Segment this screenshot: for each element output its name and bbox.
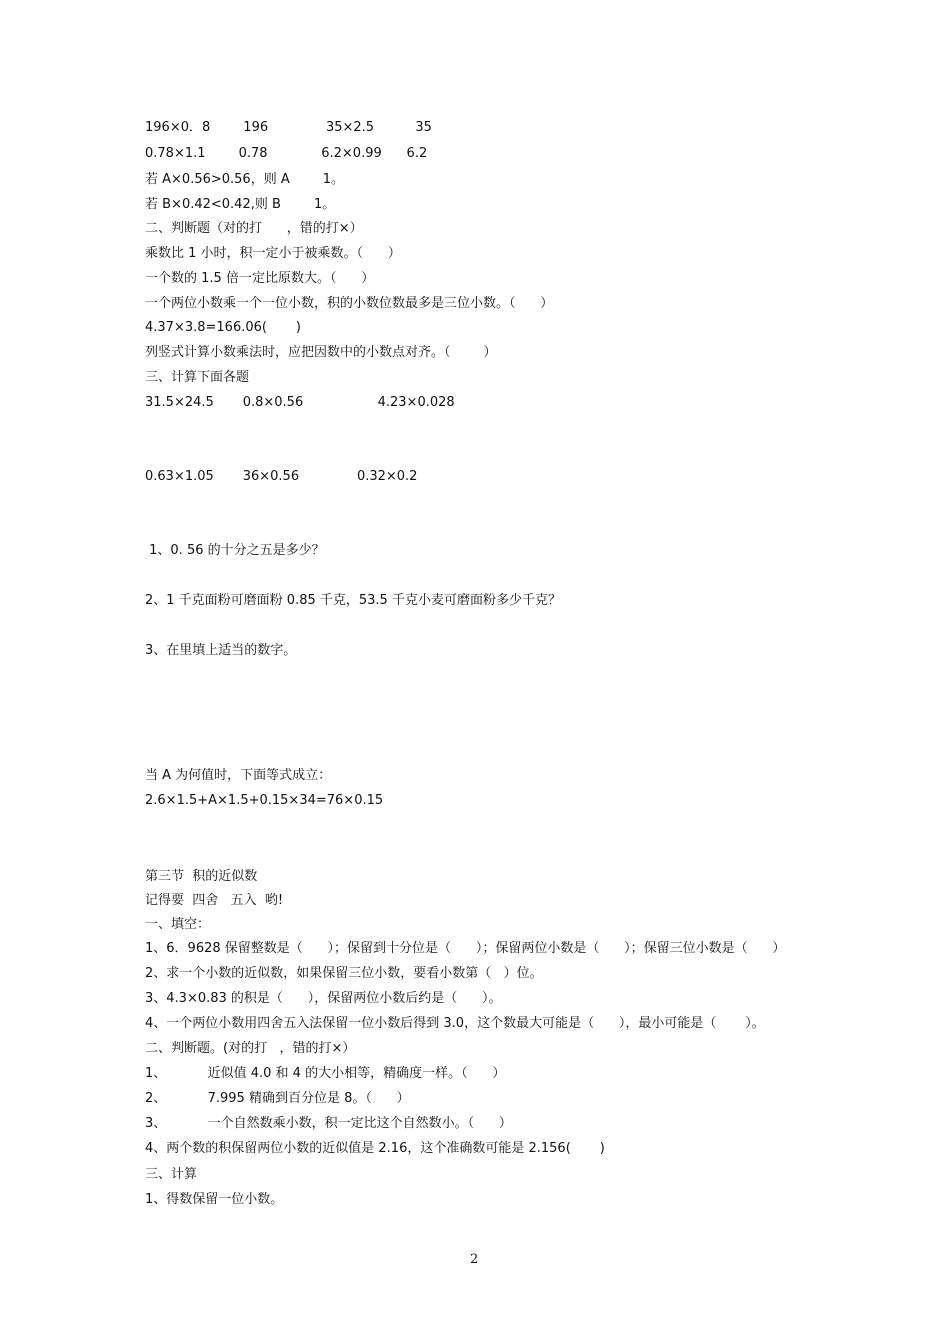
section-heading: 第三节 积的近似数 <box>145 869 258 884</box>
text-line: 3、 一个自然数乘小数，积一定比这个自然数小。（ ） <box>145 1116 512 1131</box>
page-number: 2 <box>470 1252 479 1267</box>
text-line: 3、在里填上适当的数字。 <box>145 643 297 658</box>
text-line: 1、0. 56 的十分之五是多少？ <box>145 543 325 558</box>
text-line: 列竖式计算小数乘法时，应把因数中的小数点对齐。（ ） <box>145 345 497 360</box>
section-heading: 三、计算 <box>145 1167 198 1182</box>
text-line: 1、 近似值 4.0 和 4 的大小相等，精确度一样。（ ） <box>145 1066 506 1081</box>
text-line: 196×0．8 196 35×2.5 35 <box>145 120 432 135</box>
text-line: 31.5×24.5 0.8×0.56 4.23×0.028 <box>145 395 455 410</box>
text-line: 2.6×1.5+A×1.5+0.15×34=76×0.15 <box>145 793 384 808</box>
text-line: 1、6．9628 保留整数是（ ）；保留到十分位是（ ）；保留两位小数是（ ）；保留三位小数是（ ） <box>145 941 786 956</box>
section-heading: 三、计算下面各题 <box>145 370 250 385</box>
text-line: 当 A 为何值时，下面等式成立： <box>145 768 332 783</box>
section-heading: 一、填空： <box>145 917 211 932</box>
section-heading: 二、判断题。(对的打 ，错的打×） <box>145 1041 356 1056</box>
text-line: 4、两个数的积保留两位小数的近似值是 2.16，这个准确数可能是 2.156( ) <box>145 1141 605 1156</box>
text-line: 0.78×1.1 0.78 6.2×0.99 6.2 <box>145 146 428 161</box>
text-line: 乘数比 1 小时，积一定小于被乘数。（ ） <box>145 246 401 261</box>
text-line: 4、一个两位小数用四舍五入法保留一位小数后得到 3.0，这个数最大可能是（ ），最小可能是（ ）。 <box>145 1016 765 1031</box>
text-line: 一个数的 1.5 倍一定比原数大。（ ） <box>145 271 375 286</box>
text-line: 若 B×0.42<0.42,则 B 1。 <box>145 197 336 212</box>
section-heading: 二、判断题（对的打 ，错的打×） <box>145 221 363 236</box>
text-line: 一个两位小数乘一个一位小数，积的小数位数最多是三位小数。（ ） <box>145 296 554 311</box>
text-line: 2、求一个小数的近似数，如果保留三位小数，要看小数第（ ）位。 <box>145 966 543 981</box>
text-line: 2、 7.995 精确到百分位是 8。（ ） <box>145 1091 410 1106</box>
text-line: 若 A×0.56>0.56，则 A 1。 <box>145 172 345 187</box>
text-line: 3、4.3×0.83 的积是（ ），保留两位小数后约是（ ）。 <box>145 991 502 1006</box>
text-line: 记得要 四舍 五入 哟! <box>145 893 284 908</box>
text-line: 0.63×1.05 36×0.56 0.32×0.2 <box>145 469 418 484</box>
text-line: 1、得数保留一位小数。 <box>145 1192 284 1207</box>
text-line: 2、1 千克面粉可磨面粉 0.85 千克，53.5 千克小麦可磨面粉多少千克？ <box>145 593 561 608</box>
text-line: 4.37×3.8=166.06( ) <box>145 320 301 335</box>
